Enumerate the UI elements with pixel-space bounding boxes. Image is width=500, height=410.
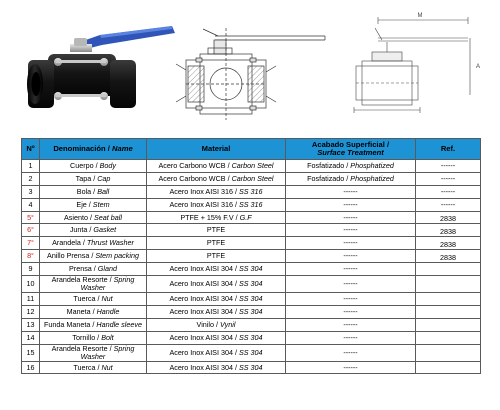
table-row <box>22 276 481 293</box>
header-finish: Acabado Superficial / Surface Treatment <box>286 139 416 160</box>
cell-ref <box>416 293 481 306</box>
cell-name: Tuerca / Nut <box>40 361 147 374</box>
cell-ref <box>416 361 481 374</box>
cell-name: Arandela Resorte / Spring Washer <box>40 344 147 361</box>
cell-num: 6° <box>22 224 40 237</box>
cell-num: 2 <box>22 172 40 185</box>
cell-num: 1 <box>22 160 40 173</box>
table-row <box>22 344 481 361</box>
cell-num: 16 <box>22 361 40 374</box>
table-row <box>22 293 481 306</box>
cell-num: 8° <box>22 250 40 263</box>
cell-finish: ------ <box>286 263 416 276</box>
cell-finish: ------ <box>286 185 416 198</box>
dim-label-top: M <box>417 13 423 19</box>
cell-material: Vinilo / Vynil <box>147 318 286 331</box>
valve-photo <box>27 26 175 108</box>
cell-finish: ------ <box>286 224 416 237</box>
cell-ref: ------ <box>416 172 481 185</box>
table-row <box>22 224 481 237</box>
cell-finish: ------ <box>286 318 416 331</box>
figures-row <box>0 0 500 138</box>
cell-ref: ------ <box>416 198 481 211</box>
header-num: Nº <box>22 139 40 160</box>
cell-material: Acero Inox AISI 304 / SS 304 <box>147 331 286 344</box>
cell-name: Prensa / Gland <box>40 263 147 276</box>
cell-material: Acero Carbono WCB / Carbon Steel <box>147 172 286 185</box>
cell-material: PTFE <box>147 250 286 263</box>
cell-ref: ------ <box>416 185 481 198</box>
cell-name: Funda Maneta / Handle sleeve <box>40 318 147 331</box>
cell-ref <box>416 344 481 361</box>
table-row <box>22 172 481 185</box>
cell-finish: ------ <box>286 211 416 224</box>
cell-name: Anillo Prensa / Stem packing <box>40 250 147 263</box>
header-material: Material <box>147 139 286 160</box>
cell-finish: ------ <box>286 361 416 374</box>
cell-material: PTFE + 15% F.V / G.F <box>147 211 286 224</box>
cell-num: 10 <box>22 276 40 293</box>
table-row <box>22 331 481 344</box>
table-row <box>22 361 481 374</box>
cell-finish: Fosfatizado / Phosphatized <box>286 160 416 173</box>
cell-material: Acero Inox AISI 304 / SS 304 <box>147 293 286 306</box>
dimension-drawing <box>354 17 470 113</box>
cell-material: PTFE <box>147 224 286 237</box>
cell-material: PTFE <box>147 237 286 250</box>
cell-ref: 2838 <box>416 237 481 250</box>
cell-finish: ------ <box>286 198 416 211</box>
cell-num: 12 <box>22 305 40 318</box>
cell-material: Acero Inox AISI 304 / SS 304 <box>147 276 286 293</box>
cell-material: Acero Inox AISI 304 / SS 304 <box>147 361 286 374</box>
cell-finish: ------ <box>286 276 416 293</box>
cell-name: Bola / Ball <box>40 185 147 198</box>
parts-table <box>21 138 481 374</box>
table-row <box>22 237 481 250</box>
cell-name: Maneta / Handle <box>40 305 147 318</box>
sectional-drawing <box>176 28 325 120</box>
cell-finish: Fosfatizado / Phosphatized <box>286 172 416 185</box>
cell-finish: ------ <box>286 293 416 306</box>
cell-finish: ------ <box>286 250 416 263</box>
cell-finish: ------ <box>286 331 416 344</box>
cell-material: Acero Inox AISI 304 / SS 304 <box>147 263 286 276</box>
cell-name: Tuerca / Nut <box>40 293 147 306</box>
cell-name: Arandela Resorte / Spring Washer <box>40 276 147 293</box>
table-row <box>22 198 481 211</box>
cell-num: 11 <box>22 293 40 306</box>
cell-finish: ------ <box>286 305 416 318</box>
cell-ref: 2838 <box>416 250 481 263</box>
cell-finish: ------ <box>286 344 416 361</box>
cell-material: Acero Carbono WCB / Carbon Steel <box>147 160 286 173</box>
cell-ref: ------ <box>416 160 481 173</box>
table-row <box>22 211 481 224</box>
cell-num: 7° <box>22 237 40 250</box>
cell-material: Acero Inox AISI 304 / SS 304 <box>147 344 286 361</box>
parts-table-header <box>22 139 481 160</box>
cell-num: 5° <box>22 211 40 224</box>
cell-ref <box>416 331 481 344</box>
table-row <box>22 160 481 173</box>
cell-name: Tapa / Cap <box>40 172 147 185</box>
cell-num: 3 <box>22 185 40 198</box>
cell-num: 4 <box>22 198 40 211</box>
cell-material: Acero Inox AISI 316 / SS 316 <box>147 198 286 211</box>
table-row <box>22 318 481 331</box>
cell-num: 15 <box>22 344 40 361</box>
cell-name: Cuerpo / Body <box>40 160 147 173</box>
cell-name: Junta / Gasket <box>40 224 147 237</box>
cell-ref <box>416 305 481 318</box>
table-row <box>22 185 481 198</box>
table-row <box>22 263 481 276</box>
cell-material: Acero Inox AISI 316 / SS 316 <box>147 185 286 198</box>
cell-num: 14 <box>22 331 40 344</box>
parts-table-body <box>22 160 481 374</box>
cell-ref <box>416 263 481 276</box>
header-ref: Ref. <box>416 139 481 160</box>
cell-finish: ------ <box>286 237 416 250</box>
cell-name: Eje / Stem <box>40 198 147 211</box>
cell-ref: 2838 <box>416 224 481 237</box>
dim-label-side: A <box>476 64 481 70</box>
cell-name: Tornillo / Bolt <box>40 331 147 344</box>
cell-name: Asiento / Seat ball <box>40 211 147 224</box>
cell-num: 13 <box>22 318 40 331</box>
cell-ref <box>416 276 481 293</box>
cell-material: Acero Inox AISI 304 / SS 304 <box>147 305 286 318</box>
header-name: Denominación / Name <box>40 139 147 160</box>
table-row <box>22 250 481 263</box>
table-row <box>22 305 481 318</box>
cell-ref <box>416 318 481 331</box>
cell-num: 9 <box>22 263 40 276</box>
cell-ref: 2838 <box>416 211 481 224</box>
cell-name: Arandela / Thrust Washer <box>40 237 147 250</box>
